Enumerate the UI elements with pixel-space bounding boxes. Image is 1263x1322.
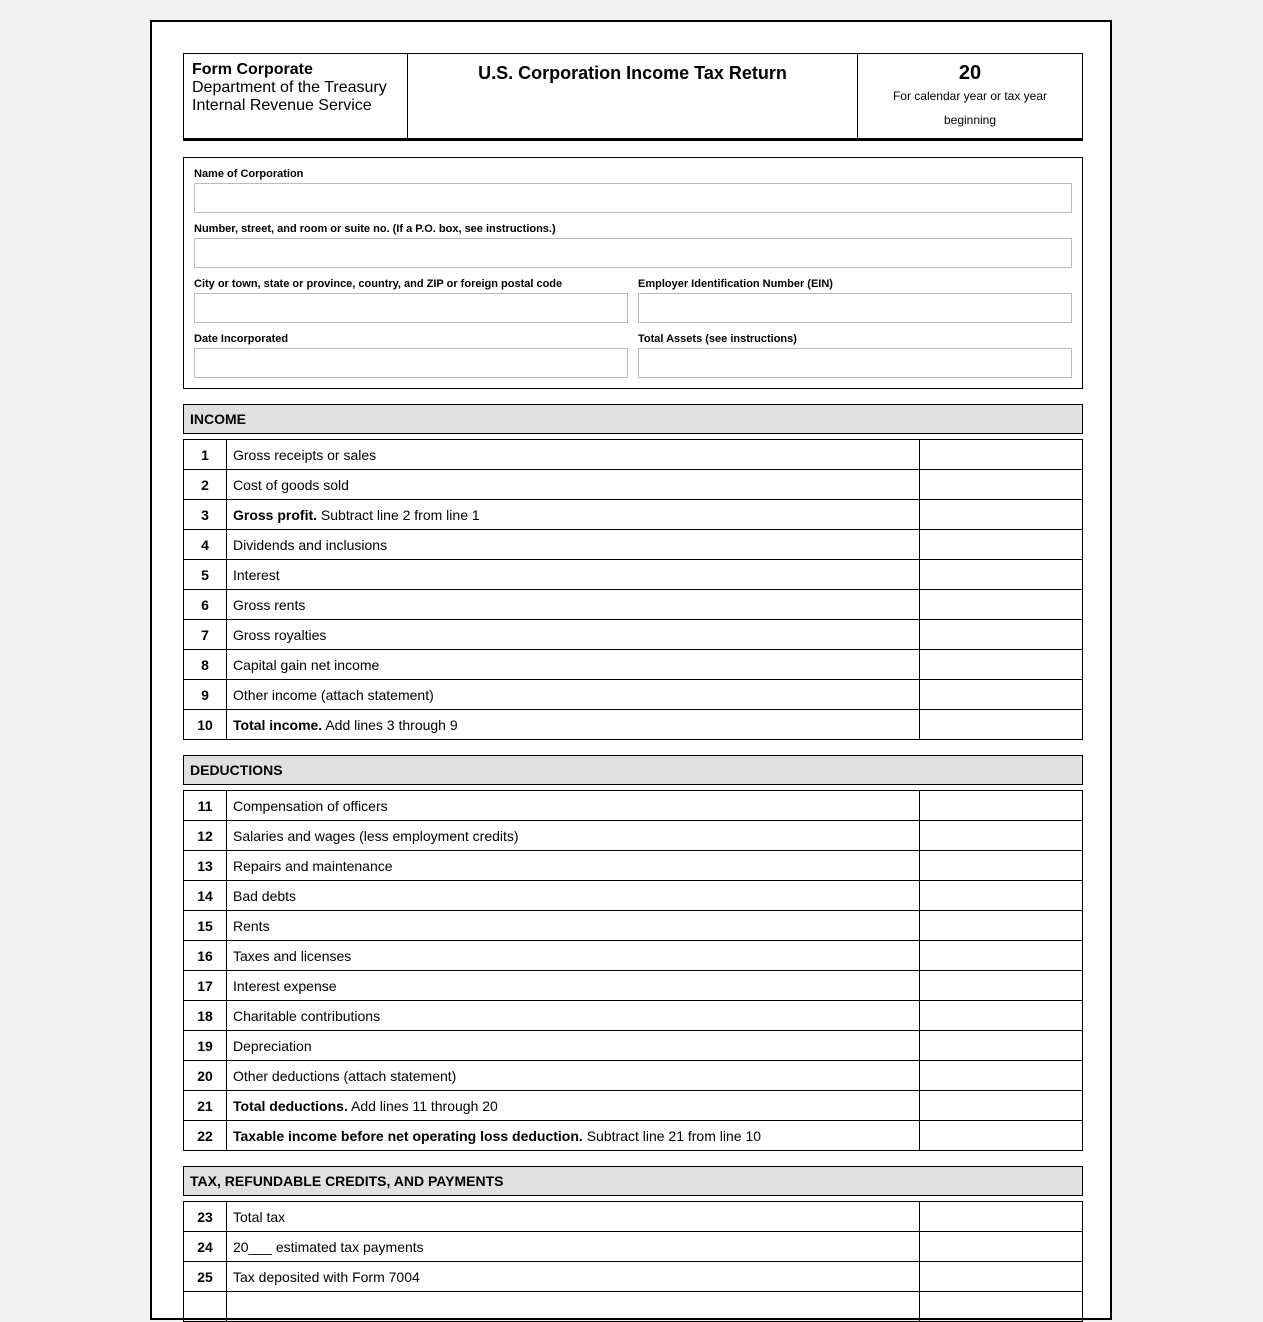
form-title: U.S. Corporation Income Tax Return bbox=[478, 63, 787, 83]
table-row bbox=[184, 881, 1083, 911]
table-row bbox=[184, 1232, 1083, 1262]
tax-year-cell bbox=[858, 54, 1082, 138]
line-description-bold: Total income. bbox=[233, 716, 323, 733]
amount-input[interactable] bbox=[920, 1292, 1083, 1322]
line-description bbox=[227, 1061, 920, 1091]
amount-input[interactable] bbox=[920, 1061, 1083, 1091]
amount-input[interactable] bbox=[920, 500, 1083, 530]
line-description-text: Repairs and maintenance bbox=[233, 857, 393, 874]
line-number: 14 bbox=[184, 881, 227, 911]
line-description bbox=[227, 851, 920, 881]
line-number: 9 bbox=[184, 680, 227, 710]
table-row bbox=[184, 1121, 1083, 1151]
table-row bbox=[184, 500, 1083, 530]
amount-input[interactable] bbox=[920, 1031, 1083, 1061]
line-description bbox=[227, 710, 920, 740]
table-row bbox=[184, 851, 1083, 881]
amount-input[interactable] bbox=[920, 1202, 1083, 1232]
line-number: 18 bbox=[184, 1001, 227, 1031]
form-title-cell bbox=[408, 54, 858, 138]
line-description-text: Capital gain net income bbox=[233, 656, 380, 673]
assets-input[interactable] bbox=[638, 348, 1072, 378]
line-description bbox=[227, 1232, 920, 1262]
line-description bbox=[227, 1262, 920, 1292]
line-number: 16 bbox=[184, 941, 227, 971]
ein-label: Employer Identification Number (EIN) bbox=[638, 278, 833, 290]
table-row bbox=[184, 1091, 1083, 1121]
line-description-text: Charitable contributions bbox=[233, 1007, 381, 1024]
amount-input[interactable] bbox=[920, 560, 1083, 590]
date-label: Date Incorporated bbox=[194, 333, 289, 345]
table-row bbox=[184, 941, 1083, 971]
line-number: 2 bbox=[184, 470, 227, 500]
table-row bbox=[184, 560, 1083, 590]
line-number: 3 bbox=[184, 500, 227, 530]
line-description bbox=[227, 560, 920, 590]
line-number bbox=[184, 1292, 227, 1322]
form-name: Form Corporate bbox=[192, 61, 313, 78]
amount-input[interactable] bbox=[920, 911, 1083, 941]
line-description-text: Compensation of officers bbox=[233, 797, 388, 814]
line-number: 13 bbox=[184, 851, 227, 881]
amount-input[interactable] bbox=[920, 710, 1083, 740]
line-description bbox=[227, 911, 920, 941]
name-label: Name of Corporation bbox=[194, 168, 304, 180]
amount-input[interactable] bbox=[920, 791, 1083, 821]
form-header bbox=[183, 53, 1083, 141]
line-description bbox=[227, 1121, 920, 1151]
line-number: 6 bbox=[184, 590, 227, 620]
line-description-text: Interest bbox=[233, 566, 280, 583]
amount-input[interactable] bbox=[920, 1232, 1083, 1262]
line-description-bold: Taxable income before net operating loss deduction. bbox=[233, 1127, 583, 1144]
amount-input[interactable] bbox=[920, 590, 1083, 620]
amount-input[interactable] bbox=[920, 1262, 1083, 1292]
form-identity bbox=[184, 54, 408, 138]
amount-input[interactable] bbox=[920, 470, 1083, 500]
tax-heading: TAX, REFUNDABLE CREDITS, AND PAYMENTS bbox=[183, 1166, 1083, 1196]
amount-input[interactable] bbox=[920, 971, 1083, 1001]
street-input[interactable] bbox=[194, 238, 1072, 268]
table-row bbox=[184, 470, 1083, 500]
line-description-text: Add lines 11 through 20 bbox=[347, 1097, 498, 1114]
line-number: 22 bbox=[184, 1121, 227, 1151]
line-description-text: Add lines 3 through 9 bbox=[322, 716, 458, 733]
line-description-text: Gross receipts or sales bbox=[233, 446, 377, 463]
line-number: 10 bbox=[184, 710, 227, 740]
table-row bbox=[184, 1202, 1083, 1232]
line-description-text: Subtract line 21 from line 10 bbox=[582, 1127, 762, 1144]
line-description-text: Depreciation bbox=[233, 1037, 312, 1054]
amount-input[interactable] bbox=[920, 620, 1083, 650]
line-description-text: Rents bbox=[233, 917, 270, 934]
line-number: 5 bbox=[184, 560, 227, 590]
line-description bbox=[227, 470, 920, 500]
line-description-text: 20___ estimated tax payments bbox=[233, 1238, 424, 1255]
line-number: 17 bbox=[184, 971, 227, 1001]
assets-label: Total Assets (see instructions) bbox=[638, 333, 797, 345]
form-page bbox=[150, 20, 1112, 1320]
table-row bbox=[184, 821, 1083, 851]
amount-input[interactable] bbox=[920, 941, 1083, 971]
line-description-text: Bad debts bbox=[233, 887, 297, 904]
line-number: 23 bbox=[184, 1202, 227, 1232]
line-number: 11 bbox=[184, 791, 227, 821]
table-row bbox=[184, 680, 1083, 710]
income-table bbox=[183, 439, 1083, 740]
line-description bbox=[227, 1031, 920, 1061]
line-description bbox=[227, 650, 920, 680]
date-input[interactable] bbox=[194, 348, 628, 378]
department-line: Department of the Treasury bbox=[192, 79, 387, 96]
line-number: 24 bbox=[184, 1232, 227, 1262]
line-description bbox=[227, 941, 920, 971]
table-row bbox=[184, 620, 1083, 650]
amount-input[interactable] bbox=[920, 530, 1083, 560]
line-number: 20 bbox=[184, 1061, 227, 1091]
tax-year: 20 bbox=[958, 62, 982, 84]
income-heading: INCOME bbox=[183, 404, 1083, 434]
amount-input[interactable] bbox=[920, 650, 1083, 680]
amount-input[interactable] bbox=[920, 1001, 1083, 1031]
table-row bbox=[184, 590, 1083, 620]
table-row bbox=[184, 1031, 1083, 1061]
line-description-text: Other deductions (attach statement) bbox=[233, 1067, 457, 1084]
line-number: 21 bbox=[184, 1091, 227, 1121]
table-row bbox=[184, 1292, 1083, 1322]
table-row bbox=[184, 710, 1083, 740]
city-label: City or town, state or province, country, and ZIP or foreign postal code bbox=[194, 278, 563, 290]
line-number: 15 bbox=[184, 911, 227, 941]
line-description bbox=[227, 620, 920, 650]
line-description-text: Gross royalties bbox=[233, 626, 327, 643]
tax-year-note-2: beginning bbox=[943, 113, 997, 127]
line-description-bold: Total deductions. bbox=[233, 1097, 348, 1114]
deductions-heading: DEDUCTIONS bbox=[183, 755, 1083, 785]
line-description-text: Other income (attach statement) bbox=[233, 686, 434, 703]
line-description bbox=[227, 440, 920, 470]
deductions-table bbox=[183, 790, 1083, 1151]
line-number: 8 bbox=[184, 650, 227, 680]
amount-input[interactable] bbox=[920, 680, 1083, 710]
city-input[interactable] bbox=[194, 293, 628, 323]
line-description-text: Dividends and inclusions bbox=[233, 536, 388, 553]
line-description bbox=[227, 971, 920, 1001]
tax-table bbox=[183, 1201, 1083, 1322]
table-row bbox=[184, 1001, 1083, 1031]
line-description-bold: Gross profit. bbox=[233, 506, 318, 523]
line-number: 12 bbox=[184, 821, 227, 851]
table-row bbox=[184, 530, 1083, 560]
table-row bbox=[184, 650, 1083, 680]
line-description bbox=[227, 1001, 920, 1031]
line-number: 4 bbox=[184, 530, 227, 560]
line-description bbox=[227, 590, 920, 620]
line-description-text: Salaries and wages (less employment credits) bbox=[233, 827, 519, 844]
amount-input[interactable] bbox=[920, 1121, 1083, 1151]
amount-input[interactable] bbox=[920, 440, 1083, 470]
line-description bbox=[227, 1292, 920, 1322]
table-row bbox=[184, 1262, 1083, 1292]
line-description-text: Taxes and licenses bbox=[233, 947, 352, 964]
line-description bbox=[227, 680, 920, 710]
amount-input[interactable] bbox=[920, 821, 1083, 851]
table-row bbox=[184, 791, 1083, 821]
line-number: 25 bbox=[184, 1262, 227, 1292]
agency-line: Internal Revenue Service bbox=[192, 97, 372, 114]
line-description bbox=[227, 500, 920, 530]
table-row bbox=[184, 971, 1083, 1001]
line-description bbox=[227, 1091, 920, 1121]
ein-input[interactable] bbox=[638, 293, 1072, 323]
line-number: 7 bbox=[184, 620, 227, 650]
line-description-text: Total tax bbox=[233, 1208, 286, 1225]
line-description-text: Gross rents bbox=[233, 596, 306, 613]
street-label: Number, street, and room or suite no. (If a P.O. box, see instructions.) bbox=[194, 223, 556, 235]
table-row bbox=[184, 911, 1083, 941]
line-description bbox=[227, 881, 920, 911]
line-description bbox=[227, 791, 920, 821]
line-number: 1 bbox=[184, 440, 227, 470]
line-description bbox=[227, 530, 920, 560]
corporation-info bbox=[183, 157, 1083, 389]
line-number: 19 bbox=[184, 1031, 227, 1061]
name-input[interactable] bbox=[194, 183, 1072, 213]
line-description-text: Tax deposited with Form 7004 bbox=[233, 1268, 420, 1285]
line-description-text: Cost of goods sold bbox=[233, 476, 349, 493]
line-description bbox=[227, 1202, 920, 1232]
line-description-text: Interest expense bbox=[233, 977, 337, 994]
table-row bbox=[184, 1061, 1083, 1091]
table-row bbox=[184, 440, 1083, 470]
line-description bbox=[227, 821, 920, 851]
amount-input[interactable] bbox=[920, 1091, 1083, 1121]
line-description-text: Subtract line 2 from line 1 bbox=[317, 506, 480, 523]
tax-year-note-1: For calendar year or tax year bbox=[892, 89, 1048, 103]
amount-input[interactable] bbox=[920, 881, 1083, 911]
amount-input[interactable] bbox=[920, 851, 1083, 881]
